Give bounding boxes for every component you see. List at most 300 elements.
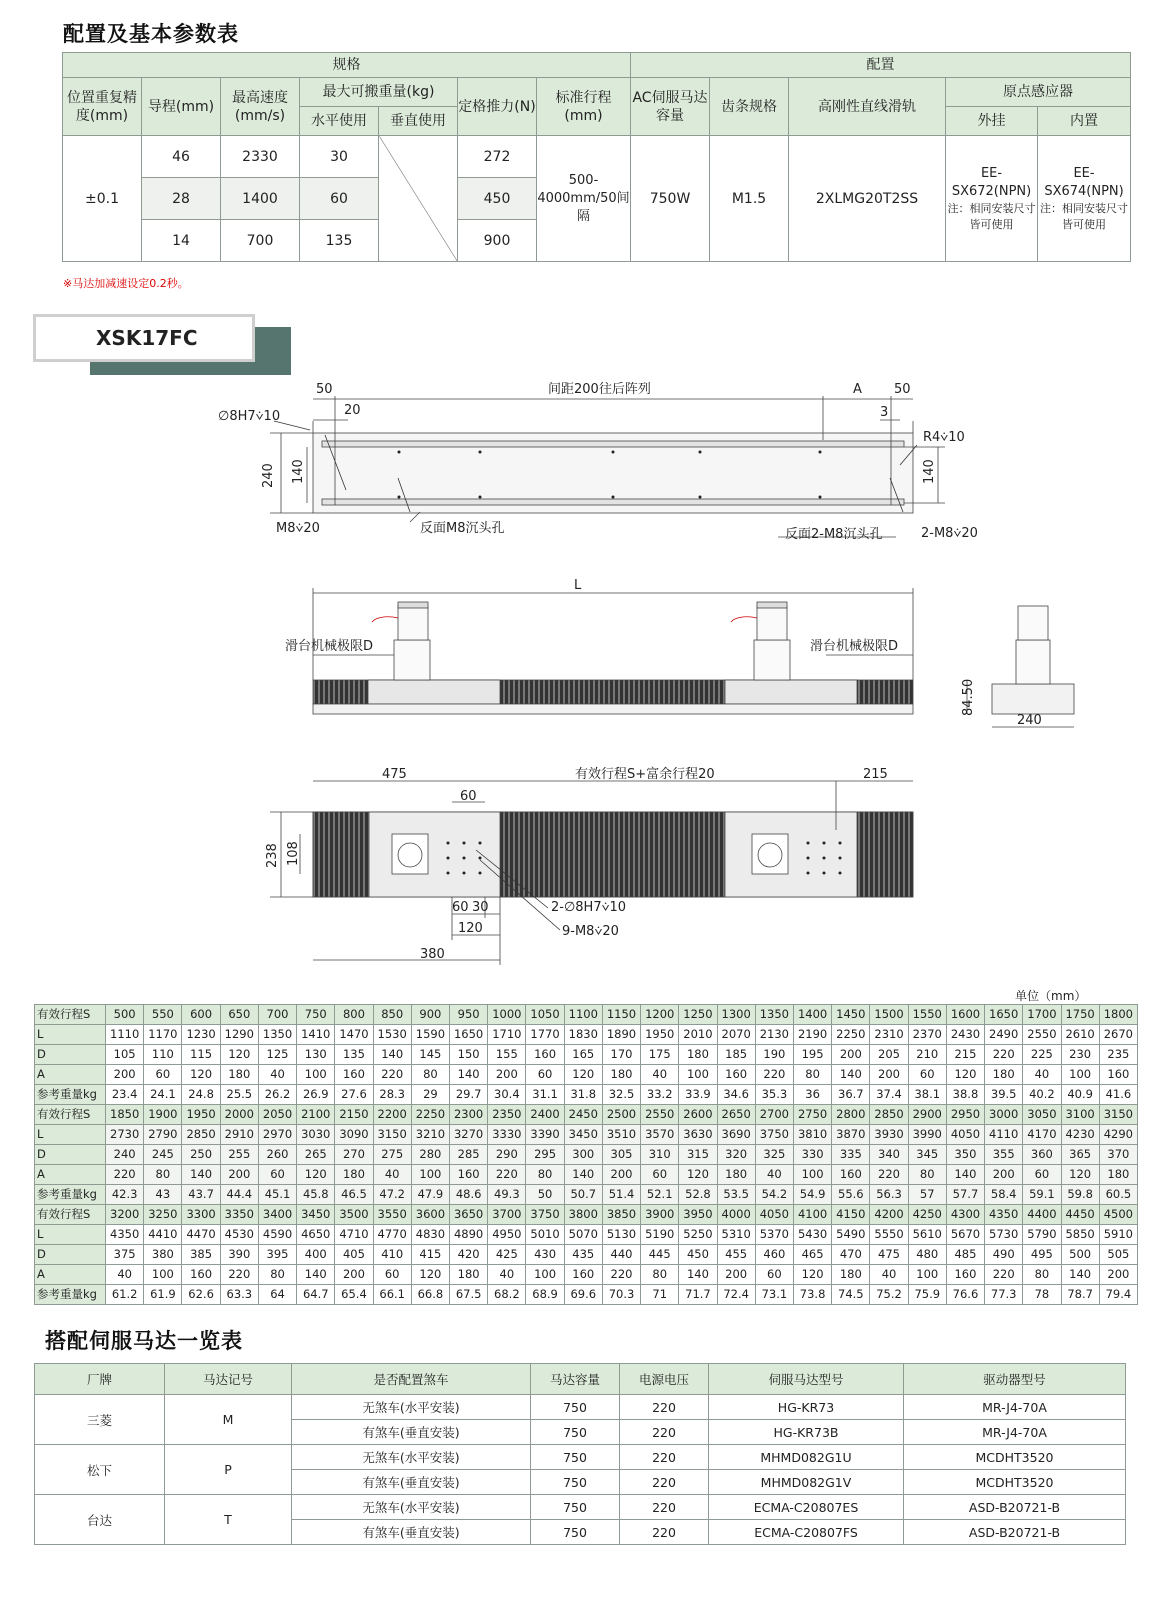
pitch-a-cell: 60 xyxy=(1023,1165,1061,1185)
pitch-a-cell: 220 xyxy=(985,1265,1023,1285)
motor-capacity-header: AC伺服马达容量 xyxy=(631,78,710,136)
length-cell: 1710 xyxy=(488,1025,526,1045)
length-cell: 5910 xyxy=(1099,1225,1137,1245)
length-cell: 1110 xyxy=(106,1025,144,1045)
lead-value: 46 xyxy=(142,136,221,178)
voltage: 220 xyxy=(620,1445,709,1470)
pitch-a-cell: 80 xyxy=(411,1065,449,1085)
speed-value: 1400 xyxy=(221,178,300,220)
limit-d-cell: 160 xyxy=(526,1045,564,1065)
limit-d-cell: 310 xyxy=(641,1145,679,1165)
stroke-cell: 750 xyxy=(297,1005,335,1025)
weight-cell: 60.5 xyxy=(1099,1185,1137,1205)
config-table-title: 配置及基本参数表 xyxy=(63,22,239,46)
speed-value: 2330 xyxy=(221,136,300,178)
lead-value: 28 xyxy=(142,178,221,220)
weight-cell: 74.5 xyxy=(832,1285,870,1305)
row-label-pitch-a: A xyxy=(35,1265,106,1285)
weight-cell: 33.2 xyxy=(641,1085,679,1105)
stroke-cell: 950 xyxy=(450,1005,488,1025)
stroke-cell: 1500 xyxy=(870,1005,908,1025)
speed-header: 最高速度(mm/s) xyxy=(221,78,300,136)
stroke-cell: 1850 xyxy=(106,1105,144,1125)
row-label-pitch-a: A xyxy=(35,1065,106,1085)
weight-cell: 33.9 xyxy=(679,1085,717,1105)
pitch-a-cell: 40 xyxy=(755,1165,793,1185)
limit-d-cell: 150 xyxy=(450,1045,488,1065)
pitch-a-cell: 140 xyxy=(564,1165,602,1185)
limit-d-cell: 465 xyxy=(793,1245,831,1265)
hdr-brand: 厂牌 xyxy=(35,1364,165,1395)
pitch-a-cell: 40 xyxy=(641,1065,679,1085)
length-cell: 4830 xyxy=(411,1225,449,1245)
dim-60-bottom: 60 xyxy=(452,900,469,915)
pitch-a-cell: 100 xyxy=(679,1065,717,1085)
limit-d-cell: 410 xyxy=(373,1245,411,1265)
limit-d-cell: 430 xyxy=(526,1245,564,1265)
stroke-cell: 2450 xyxy=(564,1105,602,1125)
stroke-cell: 2200 xyxy=(373,1105,411,1125)
dim-50-right: 50 xyxy=(894,382,911,397)
limit-d-cell: 215 xyxy=(946,1045,984,1065)
pitch-a-cell: 180 xyxy=(335,1165,373,1185)
length-cell: 3930 xyxy=(870,1125,908,1145)
weight-cell: 24.1 xyxy=(144,1085,182,1105)
limit-d-cell: 195 xyxy=(793,1045,831,1065)
weight-cell: 70.3 xyxy=(602,1285,640,1305)
stroke-cell: 3750 xyxy=(526,1205,564,1225)
stroke-cell: 3600 xyxy=(411,1205,449,1225)
length-cell: 3450 xyxy=(564,1125,602,1145)
limit-d-cell: 240 xyxy=(106,1145,144,1165)
limit-d-cell: 460 xyxy=(755,1245,793,1265)
weight-cell: 61.2 xyxy=(106,1285,144,1305)
motor-model: HG-KR73 xyxy=(709,1395,904,1420)
length-cell: 5190 xyxy=(641,1225,679,1245)
weight-cell: 65.4 xyxy=(335,1285,373,1305)
length-cell: 2430 xyxy=(946,1025,984,1045)
length-cell: 1650 xyxy=(450,1025,488,1045)
length-cell: 3150 xyxy=(373,1125,411,1145)
dim-120: 120 xyxy=(458,921,483,936)
weight-cell: 54.2 xyxy=(755,1185,793,1205)
limit-d-cell: 290 xyxy=(488,1145,526,1165)
row-label-stroke: 有效行程S xyxy=(35,1005,106,1025)
limit-d-cell: 425 xyxy=(488,1245,526,1265)
limit-d-cell: 145 xyxy=(411,1045,449,1065)
weight-cell: 46.5 xyxy=(335,1185,373,1205)
weight-cell: 59.1 xyxy=(1023,1185,1061,1205)
limit-d-cell: 370 xyxy=(1099,1145,1137,1165)
spec-group-header: 规格 xyxy=(63,53,631,78)
motor-code: M xyxy=(165,1395,292,1445)
length-cell: 1350 xyxy=(258,1025,296,1045)
length-cell: 2490 xyxy=(985,1025,1023,1045)
hole-8h7-label: ∅8H7⩒10 xyxy=(218,409,281,424)
limit-d-cell: 355 xyxy=(985,1145,1023,1165)
length-cell: 3630 xyxy=(679,1125,717,1145)
stroke-cell: 3650 xyxy=(450,1205,488,1225)
pitch-a-cell: 160 xyxy=(335,1065,373,1085)
pitch-a-cell: 200 xyxy=(717,1265,755,1285)
stroke-cell: 1150 xyxy=(602,1005,640,1025)
brake-option: 有煞车(垂直安装) xyxy=(292,1420,531,1445)
pitch-a-cell: 40 xyxy=(870,1265,908,1285)
motor-table-title: 搭配伺服马达一览表 xyxy=(45,1329,243,1353)
voltage: 220 xyxy=(620,1495,709,1520)
sensor-external-value: EE-SX672(NPN) 注：相同安装尺寸皆可使用 xyxy=(946,136,1038,262)
length-cell: 1770 xyxy=(526,1025,564,1045)
weight-cell: 53.5 xyxy=(717,1185,755,1205)
pitch-a-cell: 80 xyxy=(258,1265,296,1285)
dim-238: 238 xyxy=(265,843,280,868)
weight-cell: 23.4 xyxy=(106,1085,144,1105)
vertical-na xyxy=(379,136,458,262)
weight-cell: 30.4 xyxy=(488,1085,526,1105)
length-cell: 5670 xyxy=(946,1225,984,1245)
pitch-a-cell: 60 xyxy=(755,1265,793,1285)
stroke-cell: 3150 xyxy=(1099,1105,1137,1125)
length-cell: 2130 xyxy=(755,1025,793,1045)
weight-cell: 56.3 xyxy=(870,1185,908,1205)
internal-header: 内置 xyxy=(1038,107,1131,136)
stroke-cell: 1950 xyxy=(182,1105,220,1125)
pitch-a-cell: 100 xyxy=(793,1165,831,1185)
pitch-a-cell: 120 xyxy=(946,1065,984,1085)
limit-d-cell: 200 xyxy=(832,1045,870,1065)
limit-d-cell: 120 xyxy=(220,1045,258,1065)
weight-cell: 37.4 xyxy=(870,1085,908,1105)
thrust-value: 272 xyxy=(458,136,537,178)
stroke-cell: 1000 xyxy=(488,1005,526,1025)
length-cell: 5850 xyxy=(1061,1225,1099,1245)
pitch-a-cell: 100 xyxy=(144,1265,182,1285)
length-cell: 5610 xyxy=(908,1225,946,1245)
length-cell: 4890 xyxy=(450,1225,488,1245)
pitch-a-cell: 60 xyxy=(144,1065,182,1085)
limit-d-cell: 180 xyxy=(679,1045,717,1065)
dim-stroke: 有效行程S+富余行程20 xyxy=(575,767,715,782)
stroke-cell: 4450 xyxy=(1061,1205,1099,1225)
weight-cell: 40.9 xyxy=(1061,1085,1099,1105)
stroke-cell: 3250 xyxy=(144,1205,182,1225)
driver-model: MR-J4-70A xyxy=(904,1395,1126,1420)
dim-30: 30 xyxy=(472,900,489,915)
stroke-cell: 1400 xyxy=(793,1005,831,1025)
unit-label: 单位（mm） xyxy=(1015,989,1087,1003)
weight-cell: 78.7 xyxy=(1061,1285,1099,1305)
pitch-a-cell: 40 xyxy=(488,1265,526,1285)
horizontal-value: 30 xyxy=(300,136,379,178)
pitch-a-cell: 180 xyxy=(717,1165,755,1185)
stroke-cell: 3400 xyxy=(258,1205,296,1225)
vertical-header: 垂直使用 xyxy=(379,107,458,136)
lead-header: 导程(mm) xyxy=(142,78,221,136)
weight-cell: 52.1 xyxy=(641,1185,679,1205)
pitch-a-cell: 220 xyxy=(488,1165,526,1185)
weight-cell: 45.1 xyxy=(258,1185,296,1205)
brake-option: 有煞车(垂直安装) xyxy=(292,1470,531,1495)
stroke-header: 标准行程(mm) xyxy=(537,78,631,136)
weight-cell: 69.6 xyxy=(564,1285,602,1305)
length-cell: 4710 xyxy=(335,1225,373,1245)
pitch-a-cell: 140 xyxy=(182,1165,220,1185)
weight-cell: 79.4 xyxy=(1099,1285,1137,1305)
row-label-length: L xyxy=(35,1025,106,1045)
weight-cell: 38.1 xyxy=(908,1085,946,1105)
stroke-cell: 2750 xyxy=(793,1105,831,1125)
length-cell: 4350 xyxy=(106,1225,144,1245)
length-cell: 2070 xyxy=(717,1025,755,1045)
stroke-cell: 4100 xyxy=(793,1205,831,1225)
stroke-cell: 4500 xyxy=(1099,1205,1137,1225)
stroke-cell: 500 xyxy=(106,1005,144,1025)
pitch-a-cell: 160 xyxy=(564,1265,602,1285)
pitch-a-cell: 140 xyxy=(1061,1265,1099,1285)
driver-model: ASD-B20721-B xyxy=(904,1495,1126,1520)
hdr-brake: 是否配置煞车 xyxy=(292,1364,531,1395)
pitch-a-cell: 200 xyxy=(220,1165,258,1185)
limit-d-cell: 275 xyxy=(373,1145,411,1165)
weight-cell: 47.9 xyxy=(411,1185,449,1205)
dim-380: 380 xyxy=(420,947,445,962)
stroke-cell: 1650 xyxy=(985,1005,1023,1025)
limit-d-cell: 190 xyxy=(755,1045,793,1065)
dim-50-left: 50 xyxy=(316,382,333,397)
length-cell: 2250 xyxy=(832,1025,870,1045)
length-cell: 1410 xyxy=(297,1025,335,1045)
length-cell: 2370 xyxy=(908,1025,946,1045)
row-label-weight: 参考重量kg xyxy=(35,1185,106,1205)
thrust-value: 900 xyxy=(458,220,537,262)
row-label-length: L xyxy=(35,1125,106,1145)
pitch-a-cell: 160 xyxy=(450,1165,488,1185)
r4-label: R4⩒10 xyxy=(923,430,965,445)
brake-option: 无煞车(水平安装) xyxy=(292,1445,531,1470)
length-cell: 2850 xyxy=(182,1125,220,1145)
rev-2m8-label: 反面2-M8沉头孔 xyxy=(785,527,883,542)
motor-model: MHMD082G1U xyxy=(709,1445,904,1470)
stroke-cell: 850 xyxy=(373,1005,411,1025)
limit-d-cell: 140 xyxy=(373,1045,411,1065)
pitch-a-cell: 120 xyxy=(564,1065,602,1085)
pitch-a-cell: 120 xyxy=(1061,1165,1099,1185)
m8-9-label: 9-M8⩒20 xyxy=(562,924,619,939)
pitch-a-cell: 220 xyxy=(602,1265,640,1285)
length-cell: 3990 xyxy=(908,1125,946,1145)
row-label-length: L xyxy=(35,1225,106,1245)
length-cell: 3330 xyxy=(488,1125,526,1145)
pitch-a-cell: 80 xyxy=(641,1265,679,1285)
pitch-a-cell: 200 xyxy=(1099,1265,1137,1285)
pitch-a-cell: 220 xyxy=(373,1065,411,1085)
length-cell: 5370 xyxy=(755,1225,793,1245)
weight-cell: 39.5 xyxy=(985,1085,1023,1105)
stroke-cell: 1900 xyxy=(144,1105,182,1125)
limit-d-cell: 130 xyxy=(297,1045,335,1065)
length-cell: 2670 xyxy=(1099,1025,1137,1045)
limit-d-cell: 420 xyxy=(450,1245,488,1265)
stroke-cell: 1600 xyxy=(946,1005,984,1025)
stroke-cell: 3800 xyxy=(564,1205,602,1225)
limit-d-cell: 480 xyxy=(908,1245,946,1265)
stroke-cell: 4350 xyxy=(985,1205,1023,1225)
length-cell: 4470 xyxy=(182,1225,220,1245)
rail-header: 高刚性直线滑轨 xyxy=(789,78,946,136)
dim-140-right: 140 xyxy=(922,459,937,484)
length-cell: 1530 xyxy=(373,1025,411,1045)
sensor-header: 原点感应器 xyxy=(946,78,1131,107)
motor-model: HG-KR73B xyxy=(709,1420,904,1445)
dim-A: A xyxy=(853,382,862,397)
weight-cell: 73.1 xyxy=(755,1285,793,1305)
limit-d-cell: 110 xyxy=(144,1045,182,1065)
weight-cell: 43 xyxy=(144,1185,182,1205)
length-cell: 3390 xyxy=(526,1125,564,1145)
pitch-a-cell: 100 xyxy=(908,1265,946,1285)
pitch-a-cell: 80 xyxy=(793,1065,831,1085)
weight-cell: 47.2 xyxy=(373,1185,411,1205)
weight-cell: 45.8 xyxy=(297,1185,335,1205)
stroke-cell: 1450 xyxy=(832,1005,870,1025)
stroke-cell: 3000 xyxy=(985,1105,1023,1125)
stroke-cell: 2800 xyxy=(832,1105,870,1125)
motor-table xyxy=(34,1363,1126,1545)
weight-cell: 43.7 xyxy=(182,1185,220,1205)
length-cell: 4950 xyxy=(488,1225,526,1245)
limit-d-cell: 475 xyxy=(870,1245,908,1265)
dim-pitch: 间距200往后阵列 xyxy=(548,382,651,397)
length-cell: 2310 xyxy=(870,1025,908,1045)
limit-d-cell: 260 xyxy=(258,1145,296,1165)
length-cell: 2970 xyxy=(258,1125,296,1145)
limit-d-cell: 170 xyxy=(602,1045,640,1065)
hdr-voltage: 电源电压 xyxy=(620,1364,709,1395)
weight-cell: 41.6 xyxy=(1099,1085,1137,1105)
pitch-a-cell: 100 xyxy=(297,1065,335,1085)
dim-3: 3 xyxy=(880,405,889,420)
weight-cell: 29.7 xyxy=(450,1085,488,1105)
weight-cell: 71.7 xyxy=(679,1285,717,1305)
weight-cell: 71 xyxy=(641,1285,679,1305)
stroke-cell: 1200 xyxy=(641,1005,679,1025)
length-cell: 4290 xyxy=(1099,1125,1137,1145)
limit-d-cell: 340 xyxy=(870,1145,908,1165)
stroke-cell: 3900 xyxy=(641,1205,679,1225)
limit-d-cell: 390 xyxy=(220,1245,258,1265)
length-cell: 5430 xyxy=(793,1225,831,1245)
pitch-a-cell: 220 xyxy=(755,1065,793,1085)
limit-d-cell: 175 xyxy=(641,1045,679,1065)
pitch-a-cell: 180 xyxy=(985,1065,1023,1085)
weight-cell: 62.6 xyxy=(182,1285,220,1305)
row-label-limit-d: D xyxy=(35,1045,106,1065)
capacity: 750 xyxy=(531,1470,620,1495)
length-cell: 3030 xyxy=(297,1125,335,1145)
weight-cell: 26.9 xyxy=(297,1085,335,1105)
weight-cell: 40.2 xyxy=(1023,1085,1061,1105)
capacity: 750 xyxy=(531,1395,620,1420)
length-cell: 2910 xyxy=(220,1125,258,1145)
length-cell: 4770 xyxy=(373,1225,411,1245)
brake-option: 有煞车(垂直安装) xyxy=(292,1520,531,1545)
limit-d-cell: 315 xyxy=(679,1145,717,1165)
stroke-cell: 4150 xyxy=(832,1205,870,1225)
dim-L: L xyxy=(574,578,582,593)
limit-d-cell: 250 xyxy=(182,1145,220,1165)
row-label-weight: 参考重量kg xyxy=(35,1085,106,1105)
pitch-a-cell: 140 xyxy=(450,1065,488,1085)
weight-cell: 26.2 xyxy=(258,1085,296,1105)
weight-cell: 31.8 xyxy=(564,1085,602,1105)
weight-cell: 63.3 xyxy=(220,1285,258,1305)
limit-d-cell: 500 xyxy=(1061,1245,1099,1265)
stroke-cell: 4000 xyxy=(717,1205,755,1225)
length-cell: 3090 xyxy=(335,1125,373,1145)
pitch-a-cell: 120 xyxy=(411,1265,449,1285)
brake-option: 无煞车(水平安装) xyxy=(292,1395,531,1420)
limit-d-cell: 415 xyxy=(411,1245,449,1265)
voltage: 220 xyxy=(620,1470,709,1495)
dim-84-50: 84.50 xyxy=(961,678,976,716)
length-cell: 5310 xyxy=(717,1225,755,1245)
stroke-cell: 550 xyxy=(144,1005,182,1025)
config-group-header: 配置 xyxy=(631,53,1131,78)
length-cell: 2190 xyxy=(793,1025,831,1045)
brand-name: 松下 xyxy=(35,1445,165,1495)
hdr-driver-model: 驱动器型号 xyxy=(904,1364,1126,1395)
limit-d-cell: 300 xyxy=(564,1145,602,1165)
length-cell: 3570 xyxy=(641,1125,679,1145)
stroke-cell: 4250 xyxy=(908,1205,946,1225)
stroke-cell: 900 xyxy=(411,1005,449,1025)
horizontal-value: 60 xyxy=(300,178,379,220)
stroke-cell: 1300 xyxy=(717,1005,755,1025)
length-cell: 5250 xyxy=(679,1225,717,1245)
stroke-cell: 2350 xyxy=(488,1105,526,1125)
limit-d-cell: 380 xyxy=(144,1245,182,1265)
pitch-a-cell: 200 xyxy=(488,1065,526,1085)
length-cell: 4050 xyxy=(946,1125,984,1145)
pitch-a-cell: 160 xyxy=(717,1065,755,1085)
pitch-a-cell: 140 xyxy=(679,1265,717,1285)
length-cell: 4170 xyxy=(1023,1125,1061,1145)
limit-d-cell: 450 xyxy=(679,1245,717,1265)
limit-d-cell: 405 xyxy=(335,1245,373,1265)
weight-cell: 72.4 xyxy=(717,1285,755,1305)
pitch-a-cell: 200 xyxy=(335,1265,373,1285)
length-cell: 3210 xyxy=(411,1125,449,1145)
accuracy-value: ±0.1 xyxy=(63,136,142,262)
driver-model: MCDHT3520 xyxy=(904,1445,1126,1470)
stroke-cell: 1750 xyxy=(1061,1005,1099,1025)
pitch-a-cell: 180 xyxy=(832,1265,870,1285)
weight-cell: 75.9 xyxy=(908,1285,946,1305)
limit-d-cell: 280 xyxy=(411,1145,449,1165)
motor-capacity-value: 750W xyxy=(631,136,710,262)
stroke-cell: 2000 xyxy=(220,1105,258,1125)
pitch-a-cell: 120 xyxy=(297,1165,335,1185)
pitch-a-cell: 160 xyxy=(182,1265,220,1285)
weight-cell: 68.2 xyxy=(488,1285,526,1305)
stroke-cell: 3950 xyxy=(679,1205,717,1225)
thrust-header: 定格推力(N) xyxy=(458,78,537,136)
length-cell: 2010 xyxy=(679,1025,717,1045)
weight-cell: 57 xyxy=(908,1185,946,1205)
length-cell: 5790 xyxy=(1023,1225,1061,1245)
row-label-limit-d: D xyxy=(35,1245,106,1265)
row-label-weight: 参考重量kg xyxy=(35,1285,106,1305)
